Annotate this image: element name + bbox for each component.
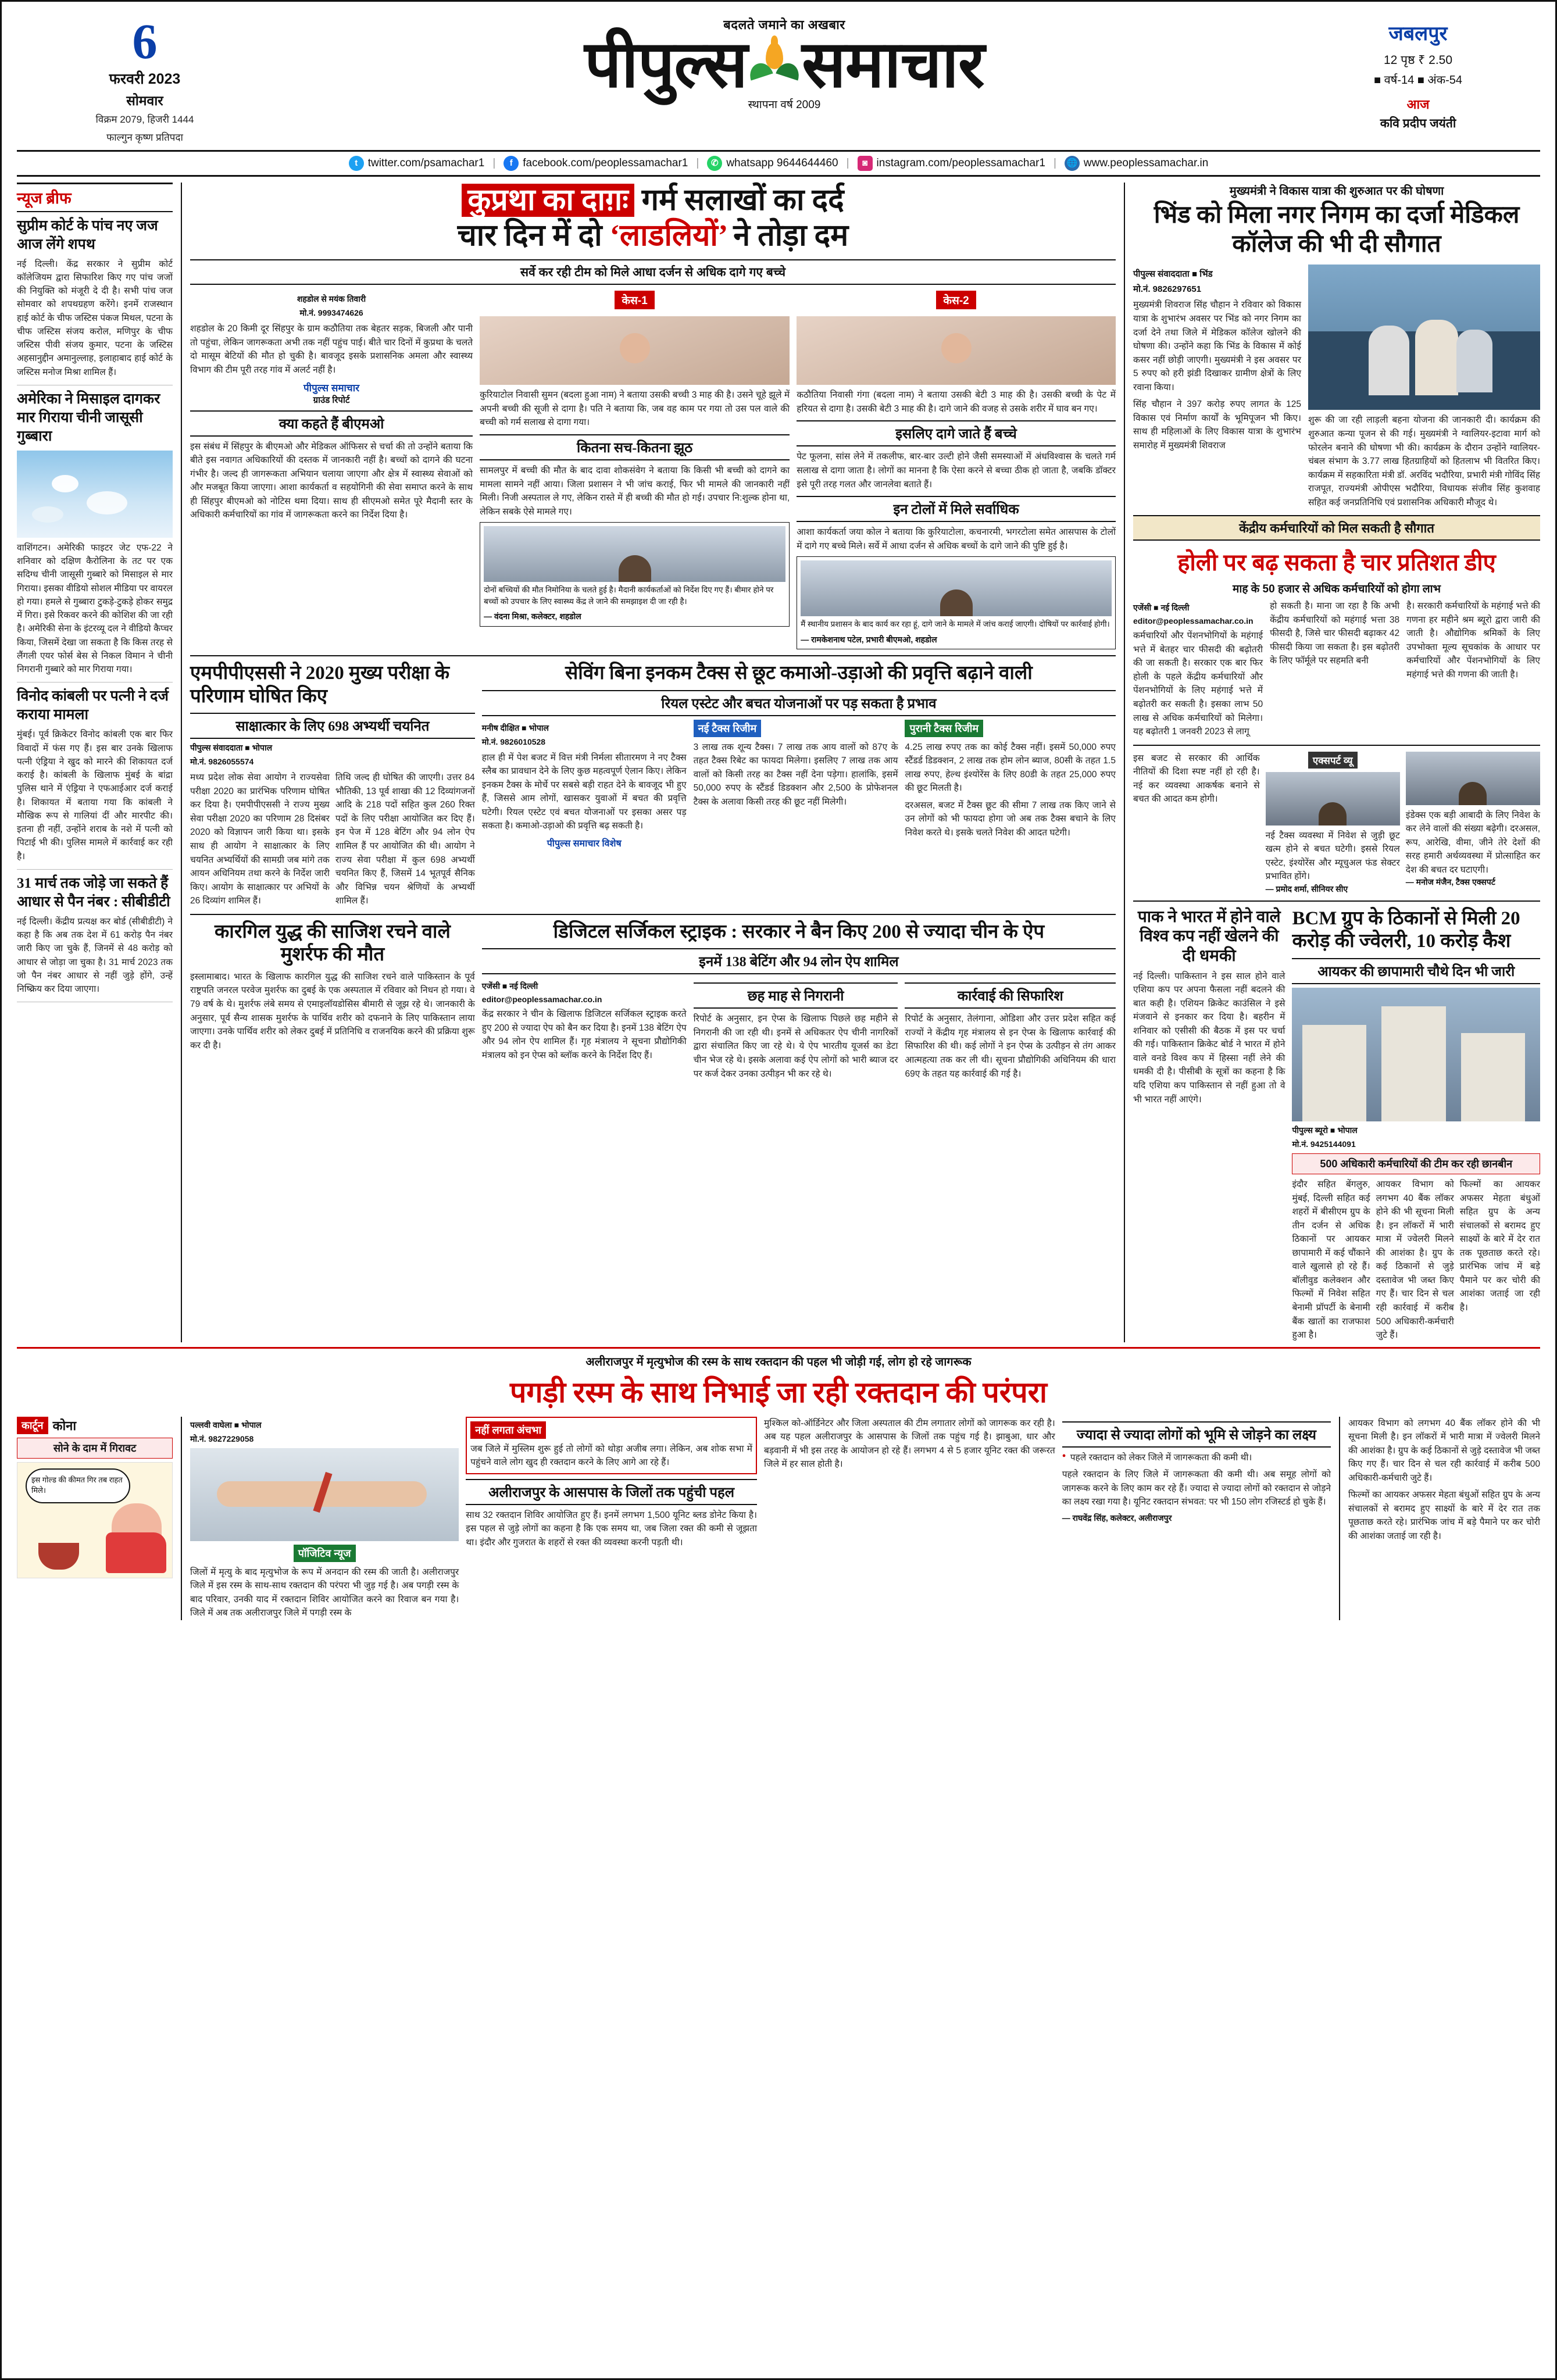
- case2-block: [797, 291, 1116, 313]
- right-top-byline: पीपुल्स संवाददाता ■ भिंड: [1133, 269, 1213, 280]
- twitter-handle: twitter.com/psamachar1: [367, 156, 485, 169]
- masthead-tagline: बदलते जमाने का अखबार: [723, 17, 845, 32]
- bottom-main: [190, 1417, 1331, 1620]
- cartoon-block: [17, 1417, 173, 1620]
- bottom-box-text: जब जिले में मुस्लिम शुरू हुई तो लोगों को थोड़ा अजीब लगा। लेकिन, अब शोक सभा में पहुंचने वाले लोग खुद ही रक्तदान करने के लिए आगे आ रहे हैं।: [470, 1443, 752, 1468]
- brief-body: मुंबई। पूर्व क्रिकेटर विनोद कांबली एक बार फिर विवादों में फंस गए हैं। इस बार उनके खिलाफ पत्नी एंड्रिया ने खुद को मारने की शिकायत दर्ज कराई है। कांबली के खिलाफ मुंबई के बांद्रा पुलिस थाने में एंड्रिया ने एफआईआर दर्ज कराई है। शिकायत में बताया गया कि कांबली ने मौखिक रूप से गालियां दीं और मारपीट की। इतना ही नहीं, उन्होंने शराब के नशे में पत्नी को पिटाई भी की। पुलिस मामले में कार्रवाई कर रही है।: [17, 730, 173, 862]
- right-top-col1: [1133, 265, 1301, 509]
- apps-c1-head: छह माह से निगरानी: [694, 982, 898, 1009]
- masthead-title-left: पीपुल्स: [584, 29, 748, 101]
- balloon-sky-photo: [17, 451, 173, 538]
- lead-sub2-head: कितना सच-कितना झूठ: [480, 434, 790, 460]
- pak-story[interactable]: [1133, 907, 1285, 1342]
- main-grid: [17, 183, 1540, 1342]
- mppsc-mobile: मो.नं. 9826055574: [190, 757, 254, 767]
- quote-box-2: [797, 556, 1116, 649]
- lead-sub4-head: इन टोलों में मिले सर्वाधिक: [797, 496, 1116, 522]
- column-divider: [1339, 1417, 1340, 1620]
- bottom-right-text: पहले रक्तदान के लिए जिले में जागरूकता की कमी थी। अब समूह लोगों को जागरूक करने के लिए काम कर रहे हैं। ज्यादा से ज्यादा लोगों को रक्तदान से जोड़ने का लक्ष्य रखा गया है। यूनिट रक्तदान संभवत: पर भी 150 लोग रजिस्टर्ड हो चुके हैं।: [1062, 1470, 1331, 1507]
- expert-view-tag: एक्सपर्ट व्यू: [1308, 752, 1358, 769]
- mppsc-col1: मध्य प्रदेश लोक सेवा आयोग ने राज्यसेवा परीक्षा 2020 का प्रारंभिक परिणाम घोषित कर दिया है। एमपीपीएससी ने राज्य मुख्य सेवा परीक्षा 2020 का परिणाम 28 दिसंबर 2020 को विज्ञापन जारी किया था। इसके साथ ही आयोग ने साक्षात्कार के लिए चयनित अभ्यर्थियों की सामग्री जब मांगे तक आयन अधिनियम तथा करने के निर्देश जारी किए। आयोग के साक्षात्कार पर अभियों के 26 दिव्यांग शामिल हैं।: [190, 773, 330, 906]
- da-email: editor@peoplessamachar.co.in: [1133, 616, 1254, 626]
- social-facebook[interactable]: [503, 156, 688, 171]
- pages-price: 12 पृष्ठ ₹ 2.50: [1383, 53, 1453, 67]
- cooking-pot-icon: [38, 1543, 79, 1570]
- bottom-mid-head: अलीराजपुर के आसपास के जिलों तक पहुंची पहल: [466, 1479, 757, 1505]
- right-top-col3-text: शुरू की जा रही लाड़ली बहना योजना की जानकारी दी। कार्यक्रम की शुरुआत कन्या पूजन से की गई। मुख्यमंत्री ने ग्वालियर-इटावा मार्ग को फोरलेन बनाने की घोषणा भी की। कार्यक्रम के दौरान उन्होंने ग्वालियर-चंबल संभाग के 3.77 लाख हितग्राहियों को हितलाभ भी वितरित किए। कार्यक्रम में सहकारिता मंत्री डॉ. अरविंद भदौरिया, प्रभारी मंत्री गोविंद सिंह राजपूत, राज्यमंत्री ओपीएस भदौरिया, विधायक संजीव सिंह कुशवाह सहित कई जनप्रतिनिधि एवं प्रशासनिक अधिकारी मौजूद थे।: [1308, 415, 1540, 508]
- quote-1-text: दोनों बच्चियों की मौत निमोनिया के चलते हुई है। मैदानी कार्यकर्ताओं को निर्देश दिए गए हैं। बीमार होने पर बच्चों को उपचार के लिए स्वास्थ्य केंद्र ले जाने की समझाइश दी जा रही है।: [484, 585, 774, 606]
- volume-issue: ■ वर्ष-14 ■ अंक-54: [1374, 74, 1462, 87]
- social-twitter[interactable]: [349, 156, 485, 171]
- da-band: केंद्रीय कर्मचारियों को मिल सकती है सौगात: [1133, 515, 1540, 541]
- bottom-right-head: ज्यादा से ज्यादा लोगों को भूमि से जोड़ने का लक्ष्य: [1062, 1421, 1331, 1448]
- bcm-subhead: आयकर की छापामारी चौथे दिन भी जारी: [1292, 958, 1540, 984]
- saving-story[interactable]: [482, 662, 1116, 908]
- bottom-right-attribution: — राघवेंद्र सिंह, कलेक्टर, अलीराजपुर: [1062, 1513, 1172, 1523]
- brief-title: 31 मार्च तक जोड़े जा सकते हैं आधार से पैन नंबर : सीबीडीटी: [17, 875, 170, 910]
- cm-event-photo: [1308, 265, 1540, 410]
- expert-1-photo: [1266, 772, 1400, 826]
- brief-title: सुप्रीम कोर्ट के पांच नए जज आज लेंगे शपथ: [17, 217, 158, 252]
- lead-sub2-text: सामलपुर में बच्ची की मौत के बाद दावा शोकसंवेग ने बताया कि किसी भी बच्ची को दागने का मामला सामने नहीं आया। जिला प्रशासन ने भी जांच कराई, फिर भी मामले की जानकारी नहीं मिली। निजी अस्पताल ले गए, लेकिन रास्ते में ही बच्ची की मौत हो गई। उपचार नि:शुल्क होना था, लेकिन सबके ऐसे मामले गए।: [480, 466, 790, 517]
- apps-c1-text: रिपोर्ट के अनुसार, इन ऐप्स के खिलाफ पिछले छह महीने से निगरानी की जा रही थी। इनमें से अधिकतर ऐप चीनी नागरिकों द्वारा संचालित किए जा रहे थे। ये ऐप भारतीय यूजर्स का डेटा चीन भेज रहे थे। इसके अलावा कई ऐप लोगों को भारी ब्याज दर पर कर्ज देकर उनका उत्पीड़न भी कर रहे थे।: [693, 1014, 898, 1079]
- bottom-bullet-1: ● पहले रक्तदान को लेकर जिले में जागरूकता की कमी थी।: [1062, 1451, 1331, 1465]
- cartoon-caption: सोने के दाम में गिरावट: [17, 1438, 173, 1459]
- right-top-col2-text: सिंह चौहान ने 397 करोड़ रुपए लागत के 125 विकास एवं निर्माण कार्यों के भूमिपूजन भी किए। साथ ही महिलाओं के लिए विकास यात्रा के शुभारंभ समारोह में मुख्यमंत्री शिवराज: [1133, 399, 1301, 451]
- apps-subhead: इनमें 138 बेटिंग और 94 लोन ऐप शामिल: [482, 948, 1116, 974]
- quote-1-attribution: — वंदना मिश्रा, कलेक्टर, शहडोल: [484, 612, 581, 621]
- lead-sub3-text: पेट फूलना, सांस लेने में तकलीफ, बार-बार उल्टी होने जैसी समस्याओं में अंधविश्वास के चलते गर्म सलाख से दागा जाता है। लोगों का मानना है कि ऐसा करने से बच्चा ठीक हो जाता है, जबकि डॉक्टर इसे पूरी तरह गलत और जानलेवा बताते हैं।: [797, 452, 1116, 489]
- expert-2-photo: [1406, 752, 1540, 805]
- bcm-col1: इंदौर सहित बेंगलुरु, मुंबई, दिल्ली सहित कई शहरों में बीसीएम ग्रुप के तीन दर्जन से अधिक ठिकानों पर आयकर छापामारी में कई चौंकाने वाले खुलासे हो रहे हैं। बॉलीवुड कलेक्शन और फिल्मों में निवेश सहित बेनामी प्रॉपर्टी के बेनामी बैंक खातों का राजफाश हुआ है।: [1292, 1180, 1370, 1341]
- lead-sub3-head: इसलिए दागे जाते हैं बच्चे: [797, 420, 1116, 446]
- section-divider: [190, 914, 1116, 915]
- lead-headline-l2a: चार दिन में दो: [457, 219, 602, 253]
- case-1-tag: केस-1: [615, 291, 654, 309]
- saving-col1-text: हाल ही में पेश बजट में वित्त मंत्री निर्मला सीतारमण ने नए टैक्स स्लैब का प्रावधान देने के लिए कुछ महत्वपूर्ण ऐलान किए। लेकिन इनकम टैक्स के मोर्चे पर सबसे बड़ी राहत देने के बावजूद भी हुए हैं, जिससे आम लोगों, खासकर युवाओं में बचत की प्रवृत्ति घटेगी। रियल एस्टेट एवं बचत योजनाओं पर इसका असर पड़ सकता है। कमाओ-उड़ाओ की प्रवृत्ति बढ़ सकती है।: [481, 752, 687, 831]
- bottom-cols: [190, 1417, 1331, 1620]
- bcm-building-photo: [1292, 988, 1540, 1121]
- apps-story[interactable]: [482, 921, 1116, 1081]
- masthead: [17, 12, 1540, 146]
- expert-2-text: इंडेक्स एक बड़ी आबादी के लिए निवेश के कर लेने वालों की संख्या बढ़ेगी। दरअसल, रूप, आरेखि, वीमा, जीने तेरे देशों की सरह हमारी अर्थव्यवस्था में प्रोत्साहित कर देश की बचत दर घटाएगी।: [1405, 810, 1540, 875]
- news-brief-heading: न्यूज ब्रीफ: [17, 183, 173, 212]
- mppsc-headline: एमपीपीएससी ने 2020 मुख्य परीक्षा के परिणाम घोषित किए: [190, 663, 450, 707]
- social-bar: [17, 150, 1540, 177]
- pak-headline: पाक ने भारत में होने वाले विश्व कप नहीं खेलने की दी धमकी: [1137, 907, 1281, 966]
- lead-col-3: [797, 291, 1116, 649]
- lead-headline-rest: गर्म सलाखों का दर्द: [641, 183, 844, 217]
- lead-body-columns: [190, 291, 1116, 649]
- new-regime-text: 3 लाख तक शून्य टैक्स। 7 लाख तक आय वालों को 87ए के तहत टैक्स रिबेट का फायदा मिलेगा। इसलिए 7 लाख तक आय वालों को किसी तरह का टैक्स नहीं देना पड़ेगा। हालांकि, इसमें 50,000 रुपए के स्टैंडर्ड डिडक्शन और 2,500 के प्रोफेशनल टैक्स के अलावा किसी तरह की छूट नहीं मिलेगी।: [693, 742, 898, 807]
- right-top-headline: भिंड को मिला नगर निगम का दर्जा मेडिकल कॉलेज की भी दी सौगात: [1154, 201, 1520, 258]
- date-panchang: फाल्गुन कृष्ण प्रतिपदा: [106, 132, 183, 144]
- list-item[interactable]: [17, 682, 173, 870]
- pak-body: नई दिल्ली। पाकिस्तान ने इस साल होने वाले एशिया कप पर अपना फैसला नहीं बदलने की बात कही है। एशियन क्रिकेट काउंसिल ने इसे मंजवाने से इनकार कर दिया है। बहरीन में शनिवार को एसीसी की बैठक में इस पर चर्चा की गई। पाकिस्तान क्रिकेट बोर्ड ने भारत में होने वाले वनडे विश्व कप में हिस्सा नहीं लेने की धमकी दी है। पीसीबी के सूत्रों का कहना है कि यदि एशिया कप पाकिस्तान से नहीं हुआ तो वे भी भारत नहीं आएंगे।: [1133, 971, 1285, 1105]
- mppsc-story[interactable]: [190, 662, 475, 908]
- saving-col-1: [482, 720, 687, 849]
- today-label: आज: [1406, 97, 1430, 112]
- expert-row: [1133, 752, 1540, 895]
- column-divider: [181, 183, 182, 1342]
- expert-2-name: — मनोज मंजैन, टैक्स एक्सपर्ट: [1405, 877, 1495, 887]
- bottom-far-right: [1348, 1417, 1540, 1620]
- today-text: कवि प्रदीप जयंती: [1380, 117, 1456, 130]
- social-whatsapp[interactable]: [707, 156, 838, 171]
- case1-text: कुरियाटोल निवासी सुमन (बदला हुआ नाम) ने बताया उसकी बच्ची 3 माह की है। उसने चूहे झूले में अपनी बच्ची की सूजी से दागा है। पति ने बताया कि, जब वह काम पर गया तो उस पल वाले की बच्ची को गर्म सलाख से दागा गया।: [480, 390, 790, 428]
- bcm-headline: BCM ग्रुप के ठिकानों से मिली 20 करोड़ की ज्वेलरी, 10 करोड़ कैश: [1292, 907, 1520, 952]
- date-month-year: फरवरी 2023: [109, 71, 181, 88]
- da-col2-text: हो सकती है। माना जा रहा है कि अभी केंद्रीय कर्मचारियों को महंगाई भत्ता 38 फीसदी है, जिसे चार फीसदी बढ़ाकर 42 फीसदी किया जा सकता है। इस बढ़ोतरी के लिए फॉर्मूले पर सहमति बनी: [1270, 601, 1400, 666]
- brief-body: नई दिल्ली। केंद्रीय प्रत्यक्ष कर बोर्ड (सीबीडीटी) ने कहा है कि अब तक देश में 61 करोड़ पैन नंबर जारी किए जा चुके हैं, जिनमें से 48 करोड़ को आधार से जोड़ा जा चुका है। 31 मार्च 2023 तक जो पैन नंबर आधार से नहीं जुड़े होंगे, उन्हें निष्क्रिय कर दिया जाएगा।: [17, 916, 173, 995]
- bcm-col3: फिल्मों का आयकर अफसर मेहता बंधुओं सहित ग्रुप के अन्य संचालकों से बरामद हुए साक्ष्यों के बारे में देर रात तक पूछताछ करते रहे। प्रारंभिक जांच में बड़े पैमाने पर कर चोरी की आशंका जताई जा रही है।: [1459, 1180, 1541, 1313]
- saving-credit: पीपुल्स समाचार विशेष: [547, 838, 622, 849]
- masthead-title-right: समाचार: [802, 29, 984, 101]
- lead-headline-badge: कुप्रथा का दाग़ः: [462, 184, 634, 217]
- apps-intro: केंद्र सरकार ने चीन के खिलाफ डिजिटल सर्जिकल स्ट्राइक करते हुए 200 से ज्यादा ऐप को बैन कर दिया है। इनमें 138 बेटिंग ऐप और 94 लोन ऐप शामिल हैं। गृह मंत्रालय ने सूचना प्रौद्योगिकी मंत्रालय को इन ऐप्स को ब्लॉक करने के निर्देश दिए हैं।: [481, 1009, 687, 1060]
- case2-text: कठौतिया निवासी गंगा (बदला नाम) ने बताया उसकी बेटी 3 माह की है। उसकी बच्ची के पेट में हरियत से दागा है। उसकी बेटी 3 माह की है। दागे जाने की वजह से उसके शरीर में घाव बन गए।: [797, 390, 1116, 414]
- section-divider: [190, 655, 1116, 656]
- bottom-col2-text: साथ 32 रक्तदान शिविर आयोजित हुए हैं। इनमें लगभग 1,500 यूनिट ब्लड डोनेट किया है। इस पहल से जुड़े लोगों का कहना है कि एक समय था, जब जिला रक्त की कमी से जूझता था। इंदौर और गुजरात के शहरों से रक्त की व्यवस्था करनी पड़ती थी।: [466, 1510, 757, 1548]
- section-divider: [1133, 745, 1540, 746]
- lead-col-2: [480, 291, 790, 649]
- old-regime-text: 4.25 लाख रुपए तक का कोई टैक्स नहीं। इसमें 50,000 रुपए स्टैंडर्ड डिडक्शन, 2 लाख तक होम लोन ब्याज, 80सी के तहत 1.5 लाख रुपए, हेल्थ इंश्योरेंस के लिए 80डी के तहत 25,000 रुपए की छूट मिलती है।: [905, 742, 1116, 794]
- divider: |: [846, 156, 849, 169]
- apps-byline: एजेंसी ■ नई दिल्ली: [481, 981, 538, 991]
- right-column: [1133, 183, 1540, 1342]
- cartoon-tag2: कोना: [52, 1418, 77, 1433]
- mppsc-subhead: साक्षात्कार के लिए 698 अभ्यर्थी चयनित: [190, 713, 475, 739]
- cartoon-character-sari: [106, 1532, 166, 1573]
- bottom-row: [17, 1417, 1540, 1620]
- bcm-continued-1: आयकर विभाग को लगभग 40 बैंक लॉकर होने की भी सूचना मिली है। इन लॉकरों में भारी मात्रा में ज्वेलरी मिलने की आशंका है। ग्रुप के कई ठिकानों से जुड़े दस्तावेज भी जब्त किए गए हैं। चार दिन से चल रही कार्रवाई में करीब 500 अधिकारी-कर्मचारी जुटे हैं।: [1348, 1418, 1540, 1483]
- case2-photo: [797, 316, 1116, 385]
- twitter-icon: t: [349, 156, 364, 171]
- bottom-mobile: मो.नं. 9827229058: [190, 1434, 254, 1443]
- midsection-row: [190, 662, 1116, 908]
- date-number: 6: [132, 13, 158, 69]
- lead-col-1: [190, 291, 473, 649]
- da-col3-text: है। सरकारी कर्मचारियों के महंगाई भत्ते की गणना हर महीने श्रम ब्यूरो द्वारा जारी की जाती है। औद्योगिक श्रमिकों के लिए उपभोक्ता मूल्य सूचकांक के आधार पर कर्मचारियों और पेंशनभोगियों के लिए महंगाई भत्ते की गणना की जाती है।: [1406, 601, 1540, 680]
- bottom-headline: पगड़ी रस्म के साथ निभाई जा रही रक्तदान की परंपरा: [510, 1375, 1047, 1409]
- da-subline: माह के 50 हजार से अधिक कर्मचारियों को होगा लाभ: [1233, 583, 1441, 596]
- lead-subhead: सर्वे कर रही टीम को मिले आधा दर्जन से अधिक दागे गए बच्चे: [190, 259, 1116, 285]
- divider: |: [1053, 156, 1056, 169]
- apps-headline: डिजिटल सर्जिकल स्ट्राइक : सरकार ने बैन किए 200 से ज्यादा चीन के ऐप: [553, 921, 1045, 942]
- facebook-handle: facebook.com/peoplessamachar1: [523, 156, 688, 169]
- instagram-icon: ◙: [858, 156, 873, 171]
- saving-mobile: मो.नं. 9826010528: [481, 737, 546, 746]
- saving-headline: सेविंग बिना इनकम टैक्स से छूट कमाओ-उड़ाओ की प्रवृत्ति बढ़ाने वाली: [565, 663, 1033, 684]
- bottom-col1-text: जिलों में मृत्यु के बाद मृत्युभोज के रूप में अनदान की रस्म की जाती है। अलीराजपुर जिले में इस रस्म के साथ-साथ रक्तदान की परंपरा भी जुड़ गई है। अब पगड़ी रस्म के बाद परिवार, उनकी याद में रक्तदान शिविर आयोजित करने का रिवाज बन गया है। जिले में अब तक अलीराजपुर जिले में पगड़ी रस्म के: [190, 1567, 459, 1618]
- saving-col-3: [905, 720, 1116, 849]
- lead-intro: शहडोल के 20 किमी दूर सिंहपुर के ग्राम कठौतिया तक बेहतर सड़क, बिजली और पानी तो पहुंचा, लेकिन जागरूकता अभी तक नहीं पहुंच पाई। बीते चार दिनों में कुप्रथा के चलते दो मासूम बेटियों की मौत हो चुकी है। बावजूद इसके प्रशासनिक अमला और स्वास्थ्य विभाग की टीम पूरी तरह गांव में अलर्ट नहीं है।: [190, 324, 473, 376]
- kargil-headline: कारगिल युद्ध की साजिश रचने वाले मुशर्रफ की मौत: [214, 921, 451, 966]
- lead-sub1-text: इस संबंध में सिंहपुर के बीएमओ और मेडिकल ऑफिसर से चर्चा की तो उन्होंने बताया कि बीते इस नवागत अधिकारियों की दस्तक में जानकारी नहीं है। बच्चों को दागने की घटना गंभीर है। जल्द ही जागरूकता अभियान चलाया जाएगा और क्षेत्र में स्वास्थ्य सेवाओं को और मजबूत किया जाएगा। आशा कार्यकर्ता व सहयोगिनी की सेवा समाप्त करने के साथ ही सिंहपुर बीएमओ को नोटिस थमा दिया। साथ ही सीएमओ समेत पूरे मैदानी स्तर के अधिकारी कर्मचारियों का गांव में जागरूकता करने का निर्देश दिया है।: [190, 441, 473, 520]
- brief-body: नई दिल्ली। केंद्र सरकार ने सुप्रीम कोर्ट कॉलेजियम द्वारा सिफारिश किए गए पांच जजों की नियुक्ति को मंजूरी दे दी है। सभी पांच जज सोमवार को शपथग्रहण करेंगे। इनमें राजस्थान हाई कोर्ट के चीफ जस्टिस पंकज मिथल, पटना के चीफ जस्टिस संजय करोल, मणिपुर के चीफ जस्टिस पीवी संजय कुमार, पटना के जस्टिस अहसानुद्दीन अमानुल्लाह, इलाहाबाद हाई कोर्ट के जस्टिस मनोज मिश्रा शामिल हैं।: [17, 259, 173, 377]
- apps-email: editor@peoplessamachar.co.in: [481, 995, 602, 1005]
- apps-col-3: [905, 978, 1116, 1081]
- cartoon-speech-bubble: इस गोल्ड की कीमत गिर तब राहत मिले।: [26, 1468, 130, 1503]
- right-top-mobile: मो.नं. 9826297651: [1133, 284, 1202, 295]
- bcm-col2: आयकर विभाग को लगभग 40 बैंक लॉकर होने की भी सूचना मिली है। इन लॉकरों में भारी मात्रा में ज्वेलरी मिलने की आशंका है। ग्रुप के कई ठिकानों से जुड़े दस्तावेज भी जब्त किए गए हैं। चार दिन से चल रही कार्रवाई में करीब 500 अधिकारी-कर्मचारी जुटे हैं।: [1376, 1180, 1454, 1341]
- masthead-established: स्थापना वर्ष 2009: [748, 98, 821, 111]
- collector-photo: [484, 526, 785, 582]
- lead-column: [190, 183, 1116, 1342]
- lead-headline: [190, 183, 1116, 254]
- column-divider: [181, 1417, 182, 1620]
- bcm-story[interactable]: [1292, 907, 1540, 1342]
- apps-c2-head: कार्रवाई की सिफारिश: [905, 982, 1116, 1009]
- column-divider: [1124, 183, 1125, 1342]
- masthead-edition-block: [1296, 16, 1540, 131]
- list-item[interactable]: [17, 870, 173, 1003]
- paper-credit: पीपुल्स समाचार: [303, 382, 360, 394]
- bottom-divider: [17, 1347, 1540, 1349]
- whatsapp-number: whatsapp 9644644460: [726, 156, 838, 169]
- masthead-date-block: [17, 13, 273, 145]
- expert-intro: इस बजट से सरकार की आर्थिक नीतियों की दिशा स्पष्ट नहीं हो रही है। नई कर व्यवस्था आकर्षक बनाने से बचत की आदत कम होगी।: [1133, 753, 1260, 805]
- expert-1: [1266, 752, 1400, 895]
- new-regime-tag: नई टैक्स रिजीम: [694, 720, 762, 737]
- news-brief-column: [17, 183, 173, 1342]
- expert-1-name: — प्रमोद शर्मा, सीनियर सीए: [1265, 884, 1348, 894]
- instagram-handle: instagram.com/peoplessamachar1: [876, 156, 1045, 169]
- lead-sub4-text: आशा कार्यकर्ता जया कोल ने बताया कि कुरियाटोला, कचनारमी, भगरटोला समेत आसपास के टोलों में दागे गए बच्चे मिले। सर्वे में आधा दर्जन से अधिक बच्चों के दागे जाने की पुष्टि हुई है।: [797, 527, 1116, 551]
- da-headline: होली पर बढ़ सकता है चार प्रतिशत डीए: [1177, 549, 1496, 576]
- ground-report-label: ग्राउंड रिपोर्ट: [313, 395, 350, 405]
- bcm-byline: पीपुल्स ब्यूरो ■ भोपाल: [1292, 1125, 1358, 1135]
- saving-col-end: दरअसल, बजट में टैक्स छूट की सीमा 7 लाख तक किए जाने से उन लोगों को भी फायदा होगा जो अब तक टैक्स बचाने के लिए निवेश करते थे। इसके चलते निवेश की आदत घटेगी।: [905, 800, 1116, 838]
- list-item[interactable]: [17, 212, 173, 385]
- saving-col-2: [694, 720, 898, 849]
- right-top-col2: [1308, 265, 1540, 509]
- divider: |: [696, 156, 699, 169]
- quote-box-1: [480, 522, 790, 626]
- date-weekday: सोमवार: [126, 93, 163, 109]
- bottom-box: [466, 1417, 757, 1474]
- positive-news-tag: पॉजिटिव न्यूज: [294, 1545, 356, 1562]
- masthead-title: [273, 31, 1296, 100]
- case-2-tag: केस-2: [936, 291, 976, 309]
- bottom-kicker: अलीराजपुर में मृत्युभोज की रस्म के साथ रक्तदान की पहल भी जोड़ी गई, लोग हो रहे जागरूक: [585, 1355, 972, 1368]
- website-url: www.peoplessamachar.in: [1083, 156, 1209, 169]
- bottom-mid-text: मुश्किल को-ऑर्डिनेटर और जिला अस्पताल की टीम लगातार लोगों को जागरूक कर रही है। अब यह पहल अलीराजपुर के आसपास के जिलों तक पहुंच गई है। झाबुआ, धार और बड़वानी में भी इस तरह के आयोजन हो रहे हैं। लगभग 4 से 5 हजार यूनिट रक्त की जरूरत जिले में हर साल होती है।: [764, 1418, 1055, 1470]
- bottom-col-1: [190, 1417, 459, 1620]
- bottom-byline: पल्लवी वाघेला ■ भोपाल: [190, 1420, 262, 1430]
- lead-byline-mobile: मो.नं. 9993474626: [299, 308, 363, 318]
- case1-photo: [480, 316, 790, 385]
- case1-block: [480, 291, 790, 313]
- lead-byline-place: शहडोल से मयंक तिवारी: [297, 294, 366, 304]
- bottom-box-head: नहीं लगता अंचभा: [470, 1421, 546, 1439]
- apps-col-2: [694, 978, 898, 1081]
- da-col1-text: कर्मचारियों और पेंशनभोगियों के महंगाई भत्ते में बेतहर चार फीसदी की बढ़ोतरी की जा सकती है। सरकार एक बार फिर होली के पहले केंद्रीय कर्मचारियों और पेंशनभोगियों के लिए महंगाई भत्ते में बढ़ोतरी कर सकती है। इसका लाभ 50 लाख से अधिक कर्मचारियों को मिलेगा। यह बढ़ोतरी 1 जनवरी 2023 से लागू: [1133, 631, 1263, 737]
- brief-body: वाशिंगटन। अमेरिकी फाइटर जेट एफ-22 ने शनिवार को दक्षिण कैरोलिना के तट पर एक सदिग्ध चीनी जासूसी गुब्बारे को मिसाइल से मार गिराया। इसका वीडियो सोशल मीडिया पर वायरल हो गया। हमले से गुब्बारा टुकड़े-टुकड़े होकर समुद्र में गिरा। इसे रिकवर करने की कोशिश की जा रही है। अमेरिकी सेना के इंटरव्यू दल ने वीडियो कैप्चर किया, जिसमें देखा जा सकता है कि किस तरह से लैंगली एयर फोर्स बेस से निकल विमान ने चीनी निगरानी गुब्बारे को मार गिराया गया।: [17, 542, 173, 675]
- whatsapp-icon: ✆: [707, 156, 722, 171]
- mppsc-col2: तिथि जल्द ही घोषित की जाएगी। उत्तर 84 भौतिकी, 13 पूर्व शाखा की 12 दिव्यांगजनों आदि के 218 पदों सहित कुल 260 रिक्त पदों के लिए परीक्षा आयोजित कर दिए हैं। इन पेज में 128 बेटिंग और 94 लोन ऐप शामिल हैं पर आयोजित की थी। आयोग ने राज्य सेवा परीक्षा में कुल 698 अभ्यर्थी चयनित किए हैं, जिसमें 14 भूतपूर्व सैनिक और विभिन्न चयन श्रेणियों के अभ्यर्थी शामिल हैं।: [335, 773, 475, 906]
- bottom-col-4: [1062, 1417, 1331, 1620]
- cartoon-tag1: कार्टून: [17, 1417, 48, 1434]
- lead-headline-l2b: ‘लाडलियों’: [609, 219, 727, 253]
- ground-report-credit: [190, 381, 473, 406]
- da-col-1: [1133, 599, 1263, 738]
- bottom-col-3: [764, 1417, 1055, 1620]
- social-website[interactable]: [1065, 156, 1208, 171]
- expert-1-text: नई टैक्स व्यवस्था में निवेश से जुड़ी छूट खत्म होने से बचत घटेगी। इससे रियल एस्टेट, इंश्योरेंस और म्यूचुअल फंड सेक्टर प्रभावित होंगे।: [1265, 830, 1400, 882]
- apps-c2-text: रिपोर्ट के अनुसार, तेलंगाना, ओडिशा और उत्तर प्रदेश सहित कई राज्यों ने केंद्रीय गृह मंत्रालय से इन ऐप्स के खिलाफ कार्रवाई की सिफारिश की थी। कई लोगों ने इन ऐप्स के उत्पीड़न से तंग आकर आत्महत्या तक कर ली थी। सूचना प्रौद्योगिकी अधिनियम की धारा 69ए के तहत यह कार्रवाई की गई है।: [905, 1014, 1116, 1079]
- cartoon-illustration: [17, 1462, 173, 1578]
- bmo-photo: [801, 560, 1112, 616]
- kargil-story[interactable]: [190, 921, 475, 1081]
- lead-sub1-head: क्या कहते हैं बीएमओ: [190, 410, 473, 437]
- mppsc-byline: पीपुल्स संवाददाता ■ भोपाल: [190, 743, 273, 753]
- cartoon-heading: [17, 1417, 173, 1434]
- saving-subhead: रियल एस्टेट और बचत योजनाओं पर पड़ सकता है प्रभाव: [482, 690, 1116, 716]
- bottom-col-2: [466, 1417, 757, 1620]
- saving-byline: मनीष दीक्षित ■ भोपाल: [481, 723, 549, 732]
- apps-col-1: [482, 978, 687, 1081]
- brief-title: विनोद कांबली पर पत्नी ने दर्ज कराया मामला: [17, 688, 169, 723]
- masthead-title-block: [273, 16, 1296, 112]
- right-top-col1-text: मुख्यमंत्री शिवराज सिंह चौहान ने रविवार को विकास यात्रा के शुभारंभ अवसर पर भिंड को नगर निगम का दर्जा देने तथा जिले में मेडिकल कॉलेज खोलने की घोषणा की। उन्होंने कहा कि भिंड के विकास में कोई कसर नहीं छोड़ी जाएगी। मुख्यमंत्री ने इस अवसर पर 5 रुपए को हरी झंडी दिखाकर ग्रामीण क्षेत्रों के लिए रवाना किया।: [1133, 300, 1301, 392]
- brief-title: अमेरिका ने मिसाइल दागकर मार गिराया चीनी जासूसी गुब्बारा: [17, 391, 160, 444]
- social-instagram[interactable]: [858, 156, 1045, 171]
- globe-icon: 🌐: [1065, 156, 1080, 171]
- edition-city: जबलपुर: [1388, 23, 1448, 45]
- list-item[interactable]: [17, 385, 173, 683]
- quote-2-text: मैं स्थानीय प्रशासन के बाद कार्य कर रहा हूं, दागे जाने के मामले में जांच कराई जाएगी। दोषियों पर कार्रवाई होगी।: [801, 620, 1110, 629]
- divider: |: [492, 156, 496, 169]
- bcm-team-line: 500 अधिकारी कर्मचारियों की टीम कर रही छानबीन: [1292, 1153, 1540, 1174]
- kargil-apps-row: [190, 921, 1116, 1081]
- section-divider: [1133, 900, 1540, 902]
- right-top-kicker: मुख्यमंत्री ने विकास यात्रा की शुरुआत पर की घोषणा: [1229, 184, 1444, 198]
- lead-headline-l2c: ने तोड़ा दम: [733, 219, 849, 253]
- quote-2-attribution: — रामकेशनाथ पटेल, प्रभारी बीएमओ, शहडोल: [801, 634, 937, 644]
- facebook-icon: f: [503, 156, 519, 171]
- bcm-continued-2: फिल्मों का आयकर अफसर मेहता बंधुओं सहित ग्रुप के अन्य संचालकों से बरामद हुए साक्ष्यों के बारे में देर रात तक पूछताछ करते रहे। प्रारंभिक जांच में बड़े पैमाने पर कर चोरी की आशंका जताई जा रही है।: [1348, 1490, 1540, 1541]
- blood-donation-photo: [190, 1448, 459, 1541]
- date-samvat: विक्रम 2079, हिजरी 1444: [95, 114, 194, 126]
- da-byline: एजेंसी ■ नई दिल्ली: [1133, 603, 1190, 613]
- bcm-mobile: मो.नं. 9425144091: [1292, 1139, 1356, 1149]
- leaf-drop-logo-icon: [749, 40, 799, 90]
- pak-bcm-row: [1133, 907, 1540, 1342]
- expert-2: [1406, 752, 1540, 895]
- kargil-body: इस्लामाबाद। भारत के खिलाफ कारगिल युद्ध की साजिश रचने वाले पाकिस्तान के पूर्व राष्ट्रपति जनरल परवेज मुशर्रफ का दुबई के एक अस्पताल में रविवार को निधन हो गया। वे 79 वर्ष के थे। मुशर्रफ लंबे समय से एमाइलॉयडोसिस बीमारी से जूझ रहे थे। जानकारी के अनुसार, पूर्व सैन्य शासक मुशर्रफ के पार्थिव शरीर को दफनाने के लिए पाकिस्तान लाया जाएगा। उनके पार्थिव शरीर को लेकर दुबई में प्रतिनिधि व राजनयिक करने की प्रक्रिया शुरू कर दी है।: [190, 971, 475, 1050]
- old-regime-tag: पुरानी टैक्स रिजीम: [905, 720, 983, 737]
